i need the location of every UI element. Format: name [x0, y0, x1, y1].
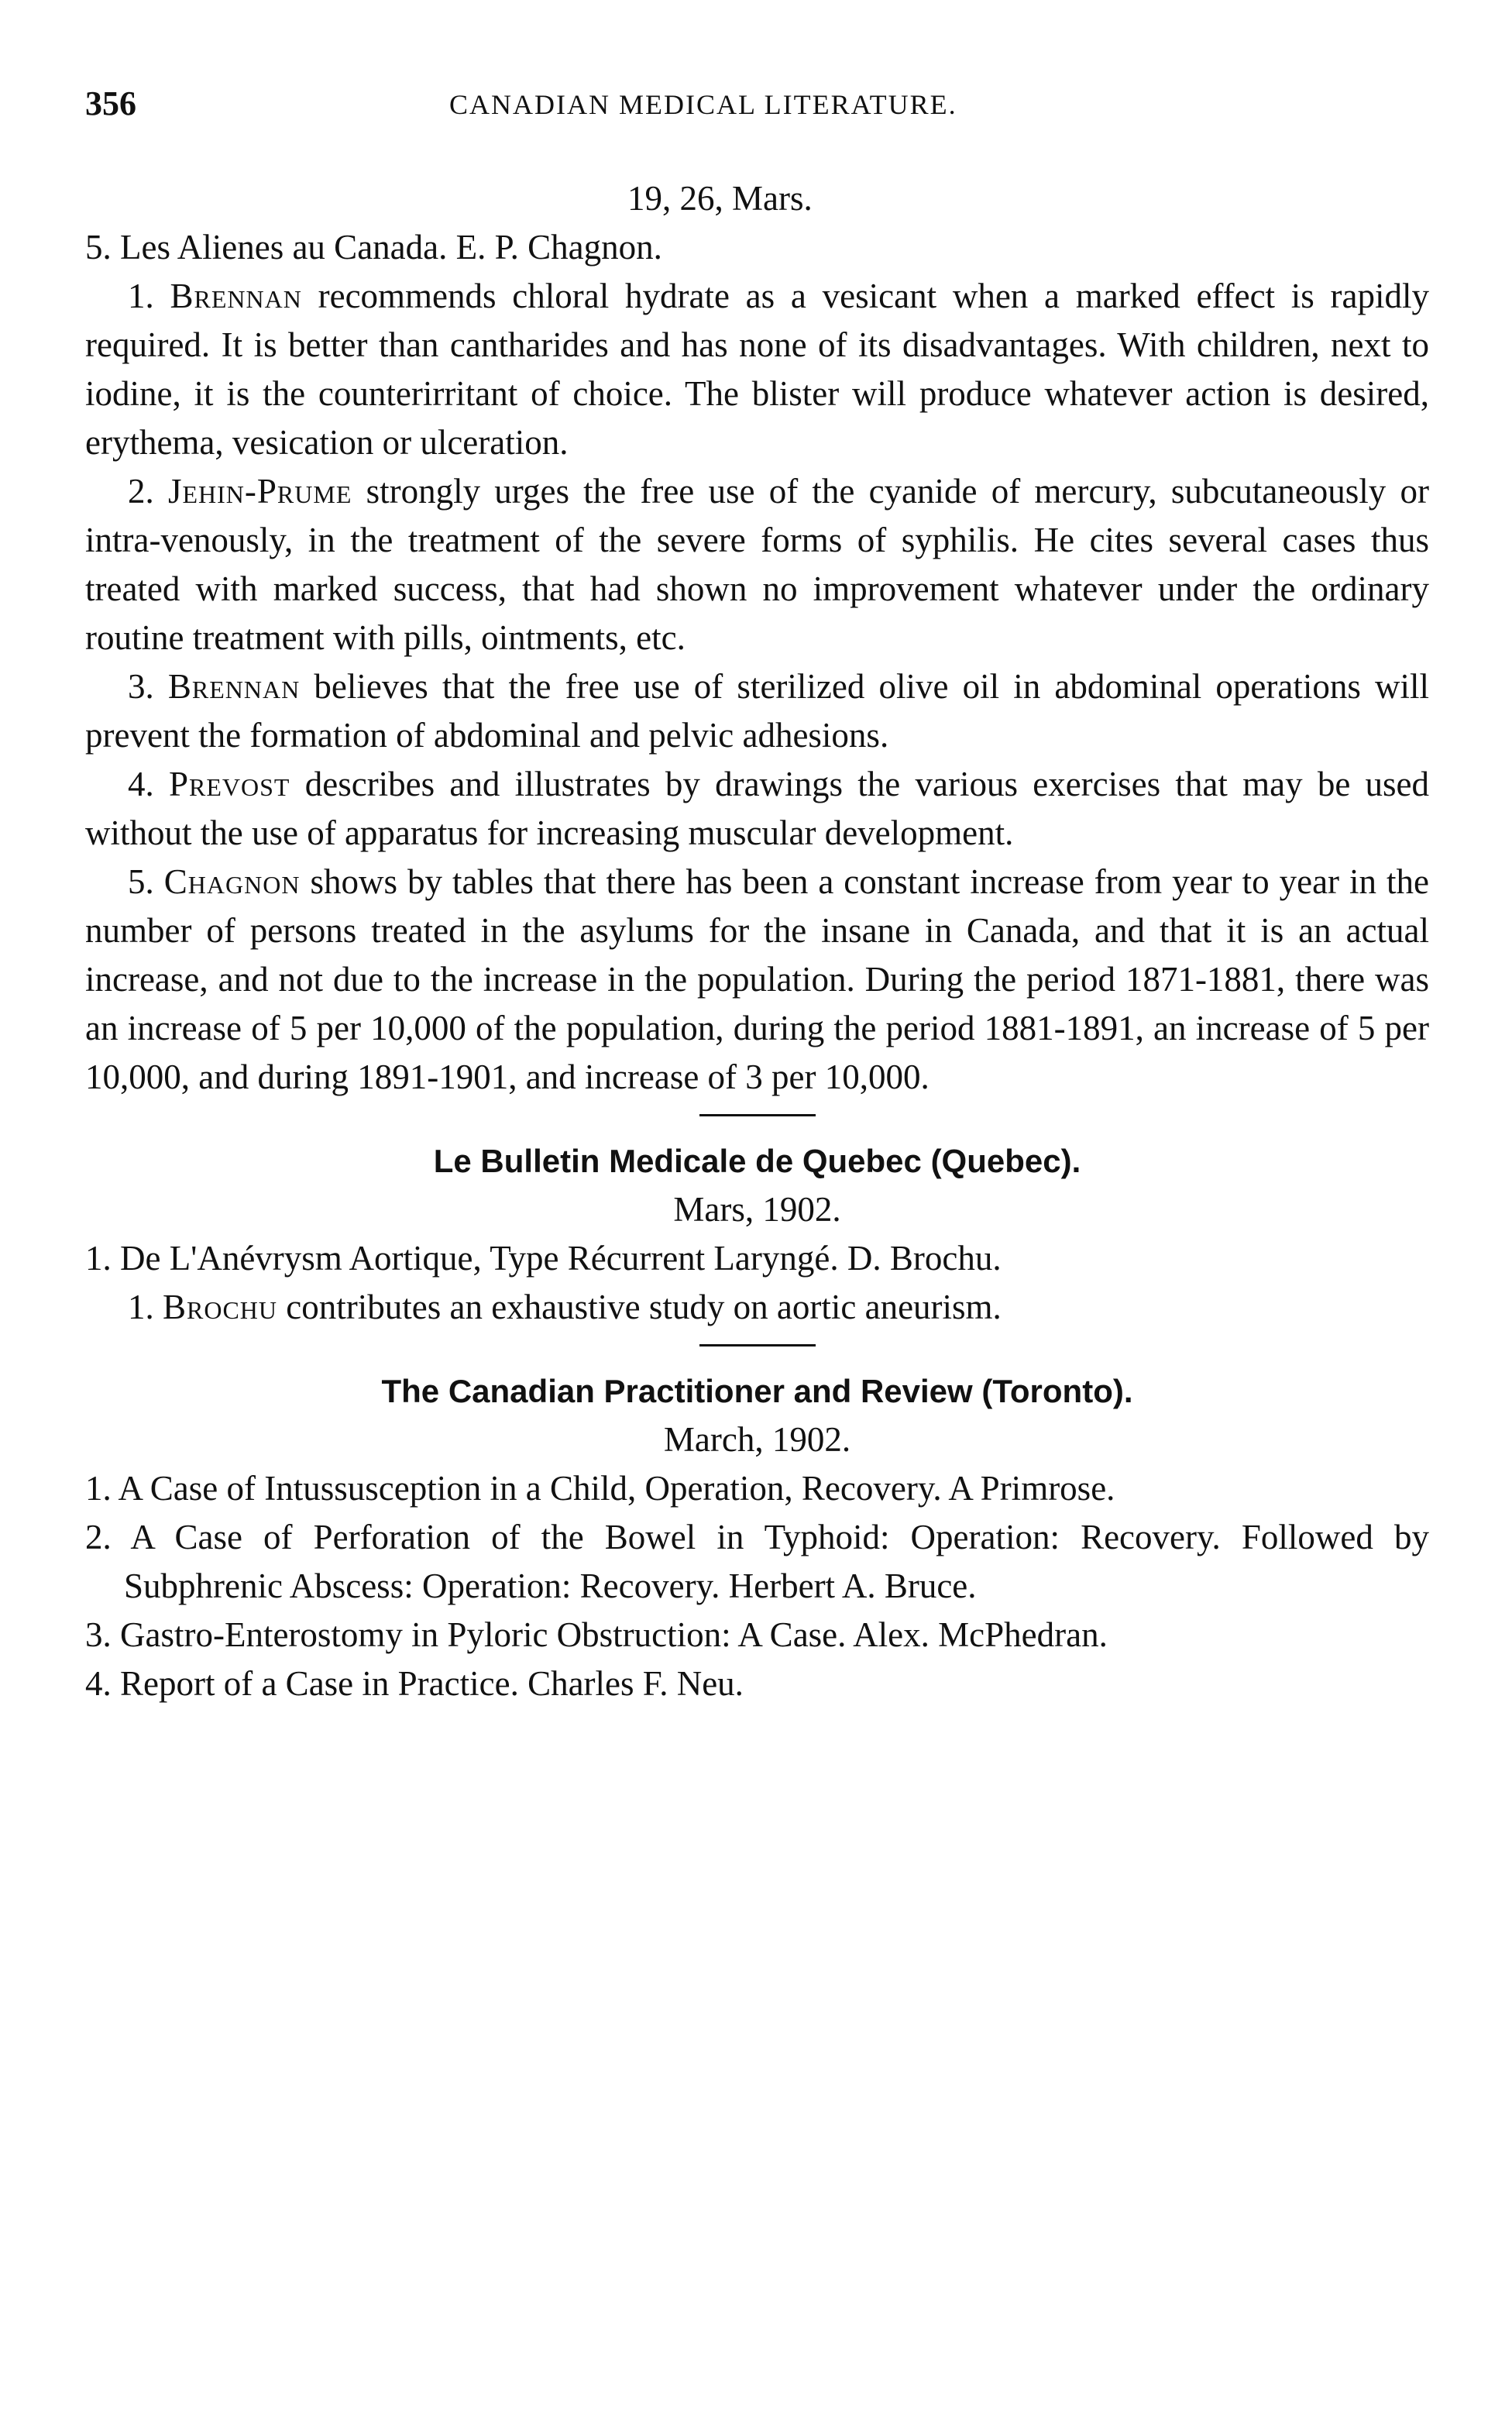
article-listing: 2. A Case of Perforation of the Bowel in Typhoid: Operation: Recovery. Followed by Subphrenic Abscess: Operation: Recovery. Herbert A. Bruce.: [85, 1518, 1429, 1605]
summary-paragraph: [85, 760, 1429, 858]
running-title: CANADIAN MEDICAL LITERATURE.: [449, 89, 957, 120]
summary-number: 1.: [128, 277, 154, 315]
article-listing: 5. Les Alienes au Canada. E. P. Chagnon.: [85, 228, 662, 267]
summary-author: Prevost: [169, 765, 290, 803]
summary-author: Chagnon: [163, 862, 301, 901]
body-text: [85, 174, 1429, 1708]
section-divider: [699, 1344, 816, 1346]
summary-number: 4.: [128, 765, 154, 803]
issue-date: March, 1902.: [663, 1420, 851, 1459]
issue-date: Mars, 1902.: [673, 1190, 841, 1229]
summary-paragraph: [85, 272, 1429, 467]
summary-author: Brennan: [167, 667, 301, 706]
summary-number: 1.: [128, 1288, 154, 1326]
summary-author: Jehin-Prume: [167, 472, 352, 511]
summary-paragraph: [85, 662, 1429, 760]
summary-paragraph: [85, 467, 1429, 662]
page-number: 356: [85, 84, 136, 122]
article-listing: 1. De L'Anévrysm Aortique, Type Récurrent Laryngé. D. Brochu.: [85, 1239, 1002, 1278]
summary-paragraph: [85, 1283, 1429, 1332]
page-header: [85, 84, 1411, 130]
summary-number: 3.: [128, 667, 154, 706]
summary-paragraph: [85, 858, 1429, 1102]
issue-date: 19, 26, Mars.: [627, 179, 813, 218]
summary-author: Brennan: [170, 277, 302, 315]
summary-text: contributes an exhaustive study on aortic aneurism.: [286, 1288, 1002, 1326]
section-divider: [699, 1114, 816, 1116]
article-listing: 4. Report of a Case in Practice. Charles F. Neu.: [85, 1664, 744, 1703]
summary-author: Brochu: [163, 1288, 278, 1326]
summary-text: believes that the free use of sterilized olive oil in abdominal operations will prevent the formation of abdominal and pelvic adhesions.: [85, 667, 1430, 755]
article-listing: 3. Gastro-Enterostomy in Pyloric Obstruction: A Case. Alex. McPhedran.: [85, 1615, 1108, 1654]
journal-title: Le Bulletin Medicale de Quebec (Quebec).: [433, 1143, 1081, 1179]
summary-text: describes and illustrates by drawings the various exercises that may be used without the use of apparatus for increasing muscular development.: [85, 765, 1430, 852]
article-listing: 1. A Case of Intussusception in a Child, Operation, Recovery. A Primrose.: [85, 1469, 1115, 1508]
summary-text: shows by tables that there has been a constant increase from year to year in the number of persons treated in the asylums for the insane in Canada, and that it is an actual increase, and not due to the increase in the population. During the period 1871-1881, there was an increase of 5 per 10,000 of the population, during the period 1881-1891, an increase of 5 per 10,000, and during 1891-1901, and increase of 3 per 10,000.: [85, 862, 1430, 1096]
summary-number: 5.: [128, 862, 154, 901]
summary-text: strongly urges the free use of the cyanide of mercury, subcutaneously or intra-venously, in the treatment of the severe forms of syphilis. He cites several cases thus treated with marked success, that had shown no improvement whatever under the ordinary routine treatment with pills, ointments, etc.: [85, 472, 1430, 657]
journal-title: The Canadian Practitioner and Review (Toronto).: [381, 1373, 1133, 1409]
summary-text: recommends chloral hydrate as a vesicant when a marked effect is rapidly required. It is better than cantharides and has none of its disadvantages. With children, next to iodine, it is the counterirritant of choice. The blister will produce whatever action is desired, erythema, vesication or ulceration.: [85, 277, 1430, 462]
summary-number: 2.: [128, 472, 154, 511]
